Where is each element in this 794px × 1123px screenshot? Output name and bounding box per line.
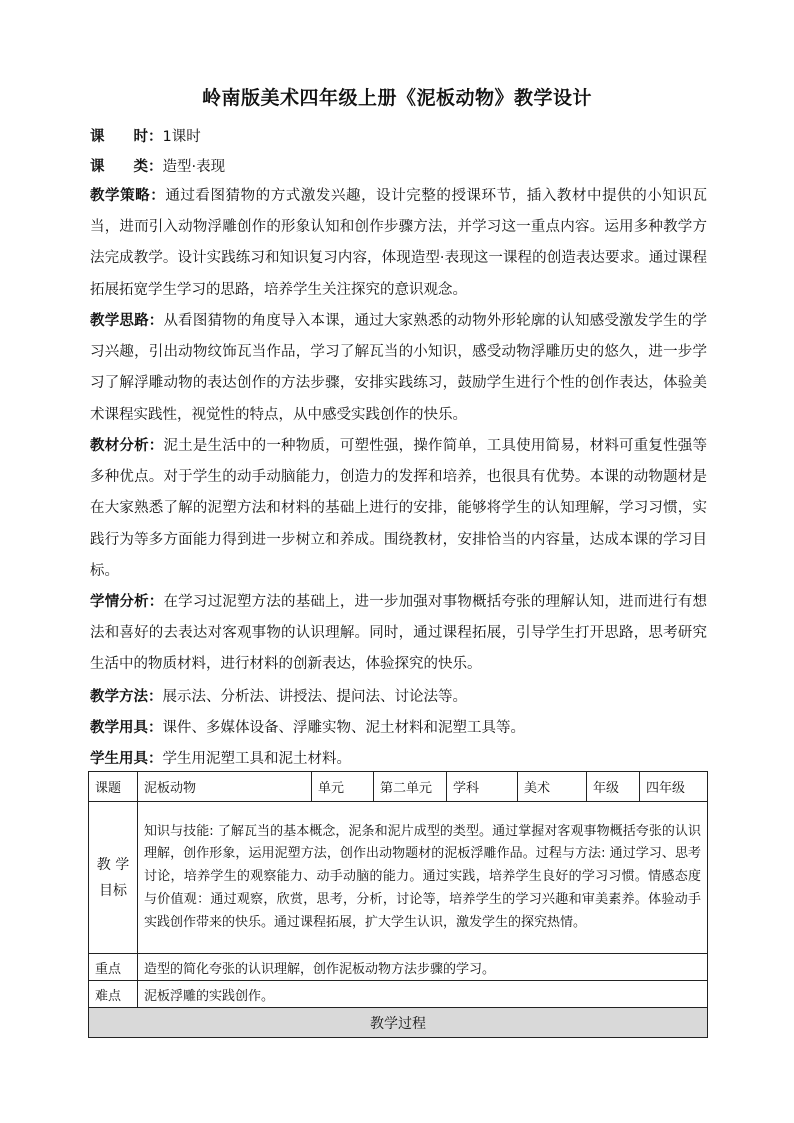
table-row xyxy=(89,1008,708,1038)
duration-label: 课 时： xyxy=(90,129,163,145)
tools-text: 课件、多媒体设备、浮雕实物、泥土材料和泥塑工具等。 xyxy=(162,720,525,736)
tools-label: 教学用具： xyxy=(90,720,163,736)
goals-text: 知识与技能: 了解瓦当的基本概念，泥条和泥片成型的类型。通过掌握对客观事物概括夸张的认识理解，创作形象，运用泥塑方法，创作出动物题材的泥板浮雕作品。过程与方法: 通过学习、思考讨论，培养学生的观察能力、动手动脑的能力。通过实践，培养学生良好的学习习惯。情感态度与价值观：通过观察，欣赏，思考，分析，讨论等，培养学生的学习兴趣和审美素养。体验动手实践创作带来的快乐。通过课程拓展，扩大学生认识，激发学生的探究热情。 xyxy=(144,823,701,930)
table-row xyxy=(89,981,708,1008)
method-line xyxy=(90,685,467,706)
strategy-text: 通过看图猜物的方式激发兴趣，设计完整的授课环节，插入教材中提供的小知识瓦当，进而引入动物浮雕创作的形象认知和创作步骤方法，并学习这一重点内容。运用多种教学方法完成教学。设计实践练习和知识复习内容，体现造型·表现这一课程的创造表达要求。通过课程拓展拓宽学生学习的思路，培养学生关注探究的意识观念。 xyxy=(90,188,707,298)
focus-text: 造型的简化夸张的认识理解，创作泥板动物方法步骤的学习。 xyxy=(138,954,708,981)
type-value: 造型·表现 xyxy=(162,159,226,175)
difficulty-label: 难点 xyxy=(89,981,138,1008)
idea-text: 从看图猜物的角度导入本课，通过大家熟悉的动物外形轮廓的认知感受激发学生的学习兴趣，引出动物纹饰瓦当作品，学习了解瓦当的小知识，感受动物浮雕历史的悠久，进一步学习了解浮雕动物的表达创作的方法步骤，安排实践练习，鼓励学生进行个性的创作表达，体验美术课程实践性，视觉性的特点，从中感受实践创作的快乐。 xyxy=(90,313,708,423)
student-tools-label: 学生用具： xyxy=(90,751,163,767)
focus-label: 重点 xyxy=(89,954,138,981)
table-row xyxy=(89,954,708,981)
idea-paragraph xyxy=(90,306,707,431)
subject-label: 学科 xyxy=(447,772,518,802)
tools-line xyxy=(90,716,525,737)
goals-cell xyxy=(138,802,708,954)
method-label: 教学方法： xyxy=(90,689,163,705)
learner-paragraph xyxy=(90,587,707,681)
student-tools-line xyxy=(90,747,351,768)
document-title: 岭南版美术四年级上册《泥板动物》教学设计 xyxy=(201,87,592,109)
subject-value: 美术 xyxy=(518,772,587,802)
lesson-plan-table xyxy=(88,771,708,1038)
type-line xyxy=(90,155,225,176)
table-row xyxy=(89,772,708,802)
material-label: 教材分析： xyxy=(90,438,164,454)
idea-label: 教学思路： xyxy=(90,313,164,329)
type-label: 课 类： xyxy=(90,159,163,175)
lesson-title-label: 课题 xyxy=(89,772,138,802)
material-text: 泥土是生活中的一种物质，可塑性强，操作简单，工具使用简易，材料可重复性强等多种优点。对于学生的动手动脑能力，创造力的发挥和培养，也很具有优势。本课的动物题材是在大家熟悉了解的泥塑方法和材料的基础上进行的安排，能够将学生的认知理解，学习习惯，实践行为等多方面能力得到进一步树立和养成。围绕教材，安排恰当的内容量，达成本课的学习目标。 xyxy=(90,438,708,579)
method-text: 展示法、分析法、讲授法、提问法、讨论法等。 xyxy=(162,689,467,705)
duration-line xyxy=(90,125,201,146)
student-tools-text: 学生用泥塑工具和泥土材料。 xyxy=(162,751,351,767)
process-header: 教学过程 xyxy=(89,1008,708,1038)
table-row xyxy=(89,802,708,954)
difficulty-text: 泥板浮雕的实践创作。 xyxy=(138,981,708,1008)
goals-label: 教 学 目标 xyxy=(89,802,138,954)
unit-label: 单元 xyxy=(312,772,374,802)
duration-value: 1课时 xyxy=(162,129,201,145)
grade-value: 四年级 xyxy=(640,772,708,802)
unit-value: 第二单元 xyxy=(374,772,447,802)
learner-text: 在学习过泥塑方法的基础上，进一步加强对事物概括夸张的理解认知，进而进行有想法和喜好的去表达对客观事物的认识理解。同时，通过课程拓展，引导学生打开思路，思考研究生活中的物质材料，进行材料的创新表达，体验探究的快乐。 xyxy=(90,594,708,673)
grade-label: 年级 xyxy=(587,772,640,802)
material-paragraph xyxy=(90,431,707,587)
lesson-title-value: 泥板动物 xyxy=(138,772,312,802)
strategy-label: 教学策略： xyxy=(90,188,166,204)
learner-label: 学情分析： xyxy=(90,594,164,610)
strategy-paragraph xyxy=(90,181,707,306)
